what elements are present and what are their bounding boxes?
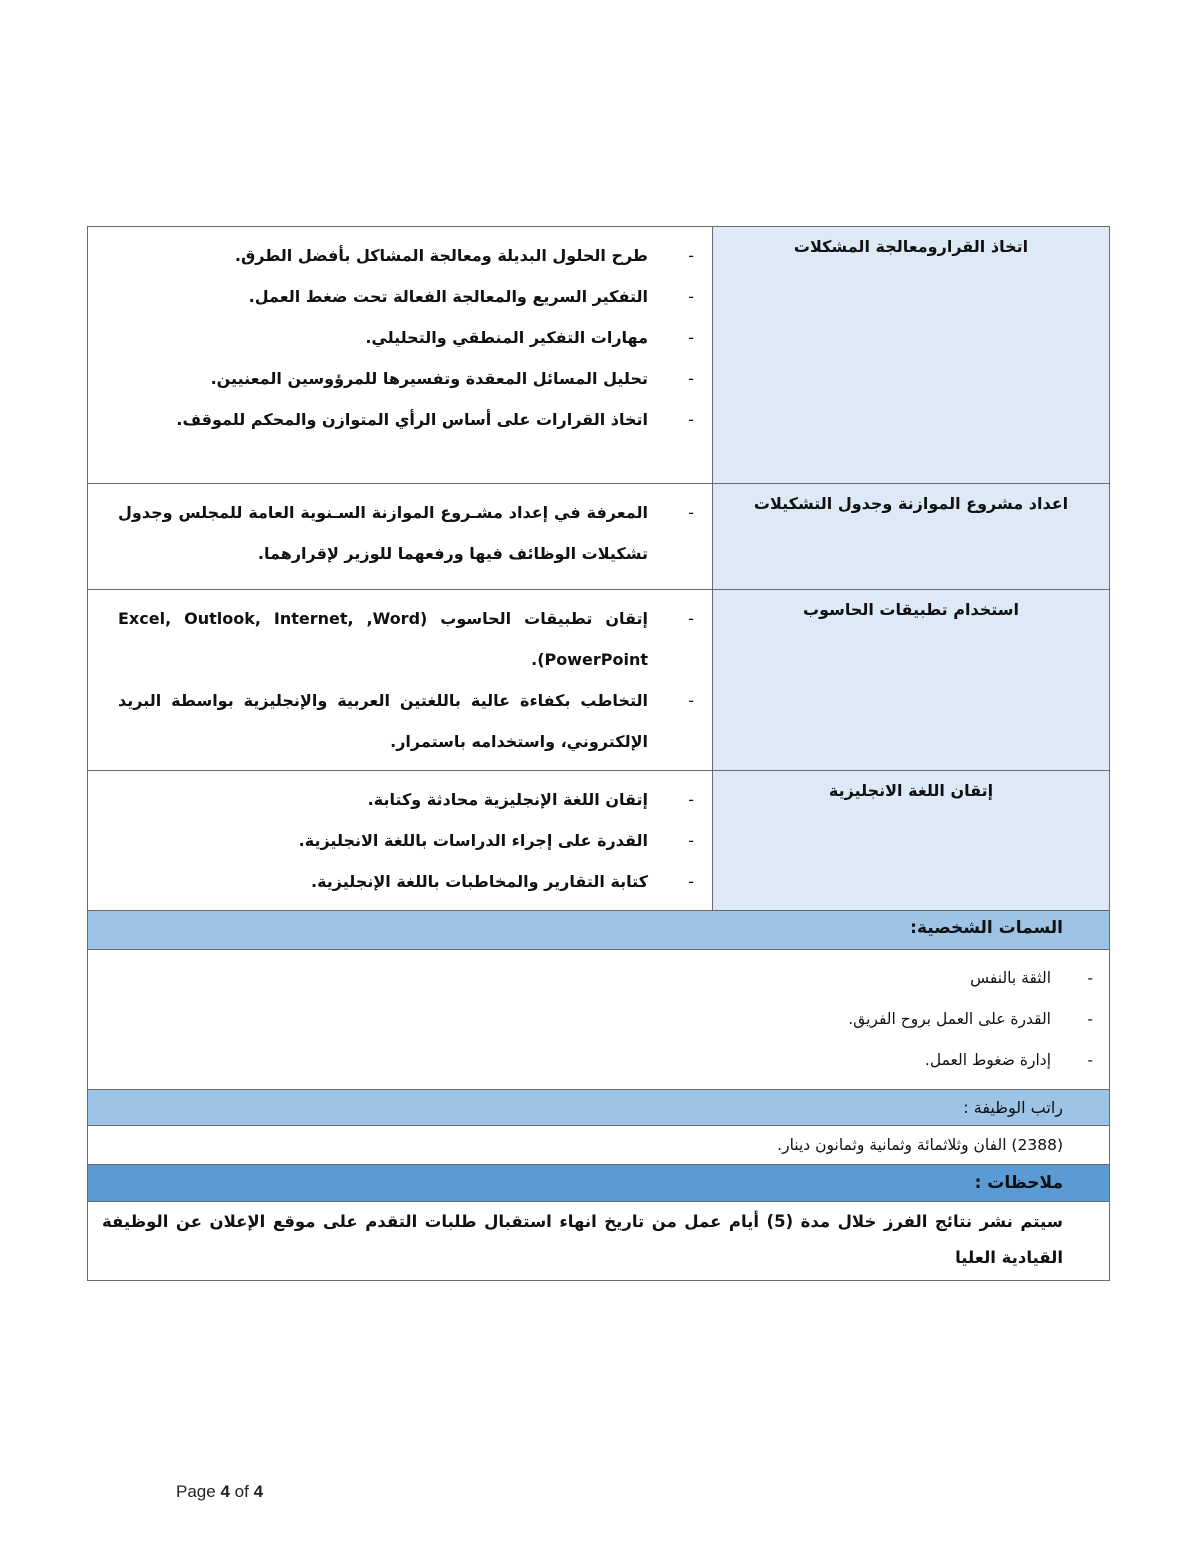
footer-total-pages: 4 <box>253 1482 264 1501</box>
dash-bullet: - <box>688 328 694 347</box>
table-row <box>88 484 1110 590</box>
table-row <box>88 1090 1110 1126</box>
job-requirements-table <box>87 226 1110 1281</box>
dash-bullet: - <box>1087 969 1093 987</box>
dash-bullet: - <box>688 503 694 522</box>
footer-page-word: Page <box>176 1482 216 1501</box>
competency-list <box>118 598 694 762</box>
table-row <box>88 911 1110 950</box>
dash-bullet: - <box>688 790 694 809</box>
list-item-text: طرح الحلول البديلة ومعالجة المشاكل بأفضل الطرق. <box>234 246 648 265</box>
list-item-text: اتخاذ القرارات على أساس الرأي المتوازن والمحكم للموقف. <box>176 410 648 429</box>
salary-text: (2388) الفان وثلاثمائة وثمانية وثمانون دينار. <box>777 1136 1063 1154</box>
list-item <box>118 276 694 317</box>
list-item-text: الثقة بالنفس <box>970 969 1051 987</box>
dash-bullet: - <box>688 872 694 891</box>
competency-details <box>88 590 713 771</box>
salary-header: راتب الوظيفة : <box>88 1090 1110 1126</box>
list-item <box>118 492 694 574</box>
notes-header: ملاحظات : <box>88 1165 1110 1202</box>
dash-bullet: - <box>688 609 694 628</box>
competency-list <box>118 235 694 440</box>
list-item <box>108 999 1097 1040</box>
dash-bullet: - <box>688 831 694 850</box>
list-item-text: إتقان اللغة الإنجليزية محادثة وكتابة. <box>367 790 648 809</box>
list-item <box>118 779 694 820</box>
notes-content <box>88 1202 1110 1281</box>
table-row <box>88 227 1110 484</box>
list-item-text: التخاطب بكفاءة عالية باللغتين العربية والإنجليزية بواسطة البريد الإلكتروني، واستخدامه باستمرار. <box>118 691 648 751</box>
table-row <box>88 590 1110 771</box>
list-item-text: مهارات التفكير المنطقي والتحليلي. <box>365 328 648 347</box>
salary-content <box>88 1126 1110 1165</box>
dash-bullet: - <box>688 369 694 388</box>
dash-bullet: - <box>688 287 694 306</box>
page-number-footer <box>176 1482 263 1502</box>
list-item <box>108 1040 1097 1081</box>
list-item-text: القدرة على إجراء الدراسات باللغة الانجليزية. <box>298 831 648 850</box>
competency-details <box>88 771 713 911</box>
table-row <box>88 1126 1110 1165</box>
competency-list <box>118 492 694 574</box>
personal-traits-content <box>88 950 1110 1090</box>
list-item-text: المعرفة في إعداد مشـروع الموازنة السـنوية العامة للمجلس وجدول تشكيلات الوظائف فيها ورفعهما للوزير لإقرارهما. <box>118 503 648 563</box>
list-item <box>118 317 694 358</box>
dash-bullet: - <box>688 691 694 710</box>
list-item-text: إتقان تطبيقات الحاسوب (Excel, Outlook, Internet, ,Word PowerPoint). <box>118 609 648 669</box>
table-row <box>88 1165 1110 1202</box>
competency-label-computer: استخدام تطبيقات الحاسوب <box>713 590 1110 771</box>
competency-details <box>88 227 713 484</box>
table-row <box>88 950 1110 1090</box>
table-row <box>88 1202 1110 1281</box>
dash-bullet: - <box>1087 1051 1093 1069</box>
list-item <box>118 235 694 276</box>
list-item <box>118 598 694 680</box>
competency-label-decision-making: اتخاذ القرارومعالجة المشكلات <box>713 227 1110 484</box>
list-item <box>118 861 694 902</box>
list-item-text: التفكير السريع والمعالجة الفعالة تحت ضغط العمل. <box>248 287 648 306</box>
list-item-text: القدرة على العمل بروح الفريق. <box>848 1010 1051 1028</box>
competency-label-budget: اعداد مشروع الموازنة وجدول التشكيلات <box>713 484 1110 590</box>
competency-label-english: إتقان اللغة الانجليزية <box>713 771 1110 911</box>
list-item-text: كتابة التقارير والمخاطبات باللغة الإنجليزية. <box>311 872 648 891</box>
dash-bullet: - <box>688 410 694 429</box>
list-item <box>118 399 694 440</box>
dash-bullet: - <box>688 246 694 265</box>
notes-text: سيتم نشر نتائج الفرز خلال مدة (5) أيام عمل من تاريخ انهاء استقبال طلبات التقدم على موقع الإعلان عن الوظيفة القيادية العليا <box>102 1212 1063 1267</box>
footer-current-page: 4 <box>220 1482 230 1501</box>
competency-list <box>118 779 694 902</box>
list-item-text: تحليل المسائل المعقدة وتفسيرها للمرؤوسين المعنيين. <box>210 369 648 388</box>
dash-bullet: - <box>1087 1010 1093 1028</box>
table-row <box>88 771 1110 911</box>
competency-details <box>88 484 713 590</box>
list-item <box>118 358 694 399</box>
list-item <box>118 680 694 762</box>
list-item <box>118 820 694 861</box>
traits-list <box>108 958 1097 1081</box>
list-item <box>108 958 1097 999</box>
footer-of-word: of <box>234 1482 249 1501</box>
list-item-text: إدارة ضغوط العمل. <box>924 1051 1051 1069</box>
personal-traits-header: السمات الشخصية: <box>88 911 1110 950</box>
